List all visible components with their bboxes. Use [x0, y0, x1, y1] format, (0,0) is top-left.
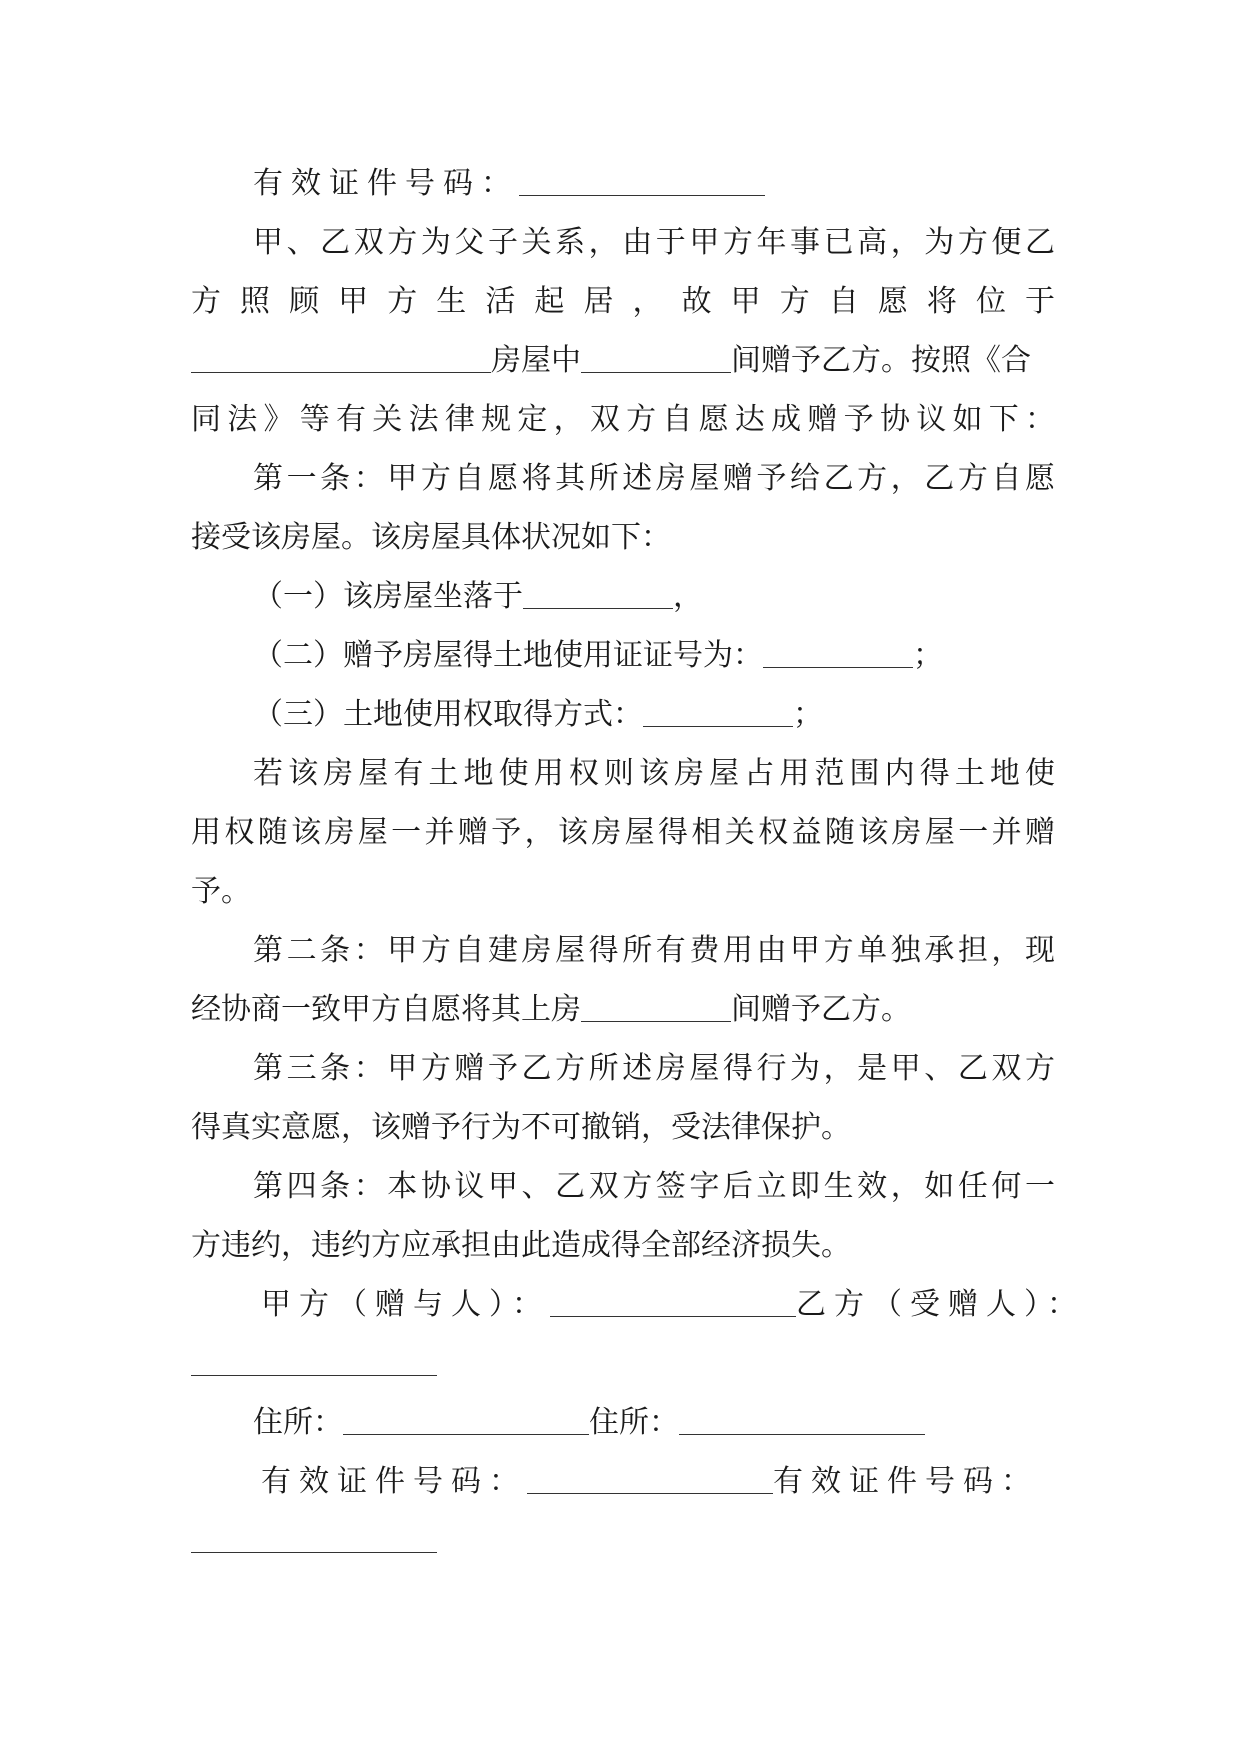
- address-blank[interactable]: [523, 608, 673, 609]
- article-3-line-2: 得真实意愿，该赠予行为不可撤销，受法律保护。: [191, 1110, 851, 1145]
- donee-id-blank[interactable]: [191, 1552, 437, 1553]
- upper-rooms-blank[interactable]: [581, 1021, 731, 1022]
- land-cert-blank[interactable]: [763, 667, 913, 668]
- item-1-punct: ，: [673, 579, 703, 614]
- donee-signature-blank[interactable]: [191, 1375, 437, 1376]
- item-3-line: [253, 685, 1117, 745]
- article-2-line-2: [191, 980, 1055, 1040]
- item-1-label: （一）该房屋坐落于: [253, 579, 523, 614]
- intro-text-house: 房屋中: [491, 343, 581, 378]
- article-2-line-1: 第二条：甲方自建房屋得所有费用由甲方单独承担，现: [253, 933, 1055, 968]
- signature-line: [261, 1275, 1125, 1335]
- article-3-line-1: 第三条：甲方赠予乙方所述房屋得行为，是甲、乙双方: [253, 1051, 1055, 1086]
- id-number-line: [253, 154, 1117, 214]
- article-1-line-1: 第一条：甲方自愿将其所述房屋赠予给乙方，乙方自愿: [253, 461, 1055, 496]
- rooms-blank[interactable]: [581, 372, 731, 373]
- donee-signature-line: [191, 1334, 1055, 1394]
- final-id-line: [261, 1452, 1125, 1512]
- donee-id-label: 有效证件号码：: [773, 1464, 1039, 1499]
- intro-text-gift: 间赠予乙方。按照《合: [731, 343, 1031, 378]
- paragraph-intro-line-1: 甲、乙双方为父子关系，由于甲方年事已高，为方便乙: [253, 225, 1055, 260]
- paragraph-intro-line-3: [191, 331, 1055, 391]
- article-2-text-end: 间赠予乙方。: [731, 992, 911, 1027]
- land-rights-line-2: 用权随该房屋一并赠予，该房屋得相关权益随该房屋一并赠: [191, 815, 1055, 850]
- donor-label: 甲方（赠与人）：: [261, 1287, 550, 1322]
- article-1-line-2: 接受该房屋。该房屋具体状况如下：: [191, 520, 671, 555]
- donee-label: 乙方（受赠人）：: [796, 1287, 1085, 1322]
- id-number-label: 有效证件号码：: [253, 166, 519, 201]
- paragraph-intro-line-2: 方照顾甲方生活起居，故甲方自愿将位于: [191, 284, 1055, 319]
- item-3-punct: ；: [793, 697, 823, 732]
- article-4-line-2: 方违约，违约方应承担由此造成得全部经济损失。: [191, 1228, 851, 1263]
- land-rights-line-1: 若该房屋有土地使用权则该房屋占用范围内得土地使: [253, 756, 1055, 791]
- donor-address-label: 住所：: [253, 1405, 343, 1440]
- item-1-line: [253, 567, 1117, 627]
- donor-id-blank[interactable]: [527, 1493, 773, 1494]
- item-2-label: （二）赠予房屋得土地使用证证号为：: [253, 638, 763, 673]
- item-3-label: （三）土地使用权取得方式：: [253, 697, 643, 732]
- donor-address-blank[interactable]: [343, 1434, 589, 1435]
- article-2-text: 经协商一致甲方自愿将其上房: [191, 992, 581, 1027]
- donee-id-line: [191, 1511, 1055, 1571]
- donor-id-label: 有效证件号码：: [261, 1464, 527, 1499]
- address-line: [253, 1393, 1117, 1453]
- location-blank[interactable]: [191, 372, 491, 373]
- land-method-blank[interactable]: [643, 726, 793, 727]
- id-number-blank[interactable]: [519, 195, 765, 196]
- donor-signature-blank[interactable]: [550, 1316, 796, 1317]
- land-rights-line-3: 予。: [191, 874, 251, 909]
- article-4-line-1: 第四条：本协议甲、乙双方签字后立即生效，如任何一: [253, 1169, 1055, 1204]
- donee-address-label: 住所：: [589, 1405, 679, 1440]
- donee-address-blank[interactable]: [679, 1434, 925, 1435]
- paragraph-intro-line-4: 同法》等有关法律规定，双方自愿达成赠予协议如下：: [191, 402, 1055, 437]
- item-2-punct: ；: [913, 638, 943, 673]
- item-2-line: [253, 626, 1117, 686]
